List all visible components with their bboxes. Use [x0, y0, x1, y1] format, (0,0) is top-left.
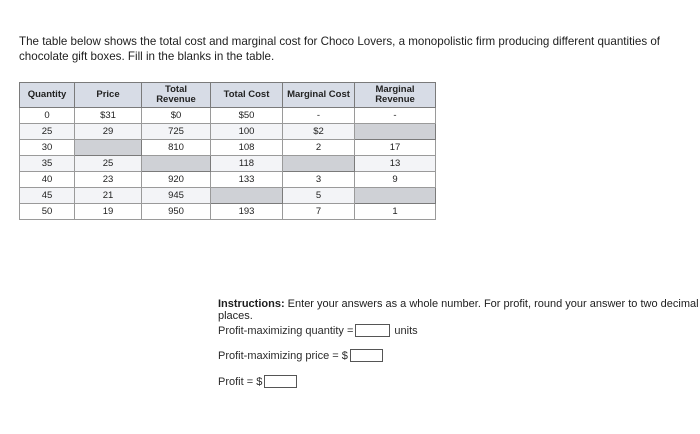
cell-marginal-cost: 5	[283, 188, 355, 204]
profit-answer-row	[218, 375, 297, 388]
quantity-unit-label: units	[394, 324, 418, 337]
cell-total-revenue: $0	[142, 108, 211, 124]
cell-marginal-cost: 2	[283, 140, 355, 156]
cell-price: 29	[75, 124, 142, 140]
quantity-answer-label: Profit-maximizing quantity =	[218, 324, 354, 337]
cell-marginal-cost: -	[283, 108, 355, 124]
cell-price: 23	[75, 172, 142, 188]
blank-input-cell[interactable]	[142, 156, 211, 172]
table-row	[20, 140, 436, 156]
cell-quantity: 40	[20, 172, 75, 188]
quantity-answer-row	[218, 324, 418, 337]
cell-quantity: 35	[20, 156, 75, 172]
cell-quantity: 25	[20, 124, 75, 140]
table-row	[20, 108, 436, 124]
cell-quantity: 0	[20, 108, 75, 124]
cell-marginal-revenue: 13	[355, 156, 436, 172]
table-header-row	[20, 83, 436, 108]
cell-price: $31	[75, 108, 142, 124]
cell-total-cost: 133	[211, 172, 283, 188]
header-marginal-revenue: Marginal Revenue	[355, 83, 436, 108]
profit-answer-input[interactable]	[264, 375, 297, 388]
instructions-label: Instructions:	[218, 298, 285, 310]
cell-quantity: 30	[20, 140, 75, 156]
cell-quantity: 50	[20, 204, 75, 220]
price-answer-label: Profit-maximizing price = $	[218, 349, 348, 362]
cell-total-revenue: 945	[142, 188, 211, 204]
profit-answer-label: Profit = $	[218, 375, 263, 388]
cell-marginal-cost: 7	[283, 204, 355, 220]
instructions-body: Enter your answers as a whole number. For profit, round your answer to two decimal places.	[218, 298, 699, 322]
blank-input-cell[interactable]	[211, 188, 283, 204]
header-price: Price	[75, 83, 142, 108]
table-row	[20, 188, 436, 204]
cell-total-cost: 100	[211, 124, 283, 140]
cell-price: 21	[75, 188, 142, 204]
cell-total-revenue: 950	[142, 204, 211, 220]
table-row	[20, 124, 436, 140]
cell-quantity: 45	[20, 188, 75, 204]
price-answer-input[interactable]	[350, 349, 383, 362]
instructions-text	[218, 298, 700, 322]
cell-total-revenue: 725	[142, 124, 211, 140]
cell-total-cost: 118	[211, 156, 283, 172]
header-total-revenue: Total Revenue	[142, 83, 211, 108]
header-total-cost: Total Cost	[211, 83, 283, 108]
cell-marginal-revenue: 17	[355, 140, 436, 156]
cell-price: 25	[75, 156, 142, 172]
blank-input-cell[interactable]	[283, 156, 355, 172]
cell-marginal-revenue: -	[355, 108, 436, 124]
blank-input-cell[interactable]	[355, 188, 436, 204]
table-row	[20, 156, 436, 172]
cell-marginal-cost: $2	[283, 124, 355, 140]
cell-total-revenue: 810	[142, 140, 211, 156]
table-row	[20, 204, 436, 220]
cell-marginal-revenue: 9	[355, 172, 436, 188]
cell-total-cost: $50	[211, 108, 283, 124]
blank-input-cell[interactable]	[355, 124, 436, 140]
cell-price: 19	[75, 204, 142, 220]
cell-marginal-cost: 3	[283, 172, 355, 188]
cell-marginal-revenue: 1	[355, 204, 436, 220]
cell-total-cost: 193	[211, 204, 283, 220]
cell-total-revenue: 920	[142, 172, 211, 188]
cell-total-cost: 108	[211, 140, 283, 156]
price-answer-row	[218, 349, 383, 362]
problem-intro: The table below shows the total cost and marginal cost for Choco Lovers, a monopolistic firm producing different quantities of chocolate gift boxes. Fill in the blanks in the table.	[19, 35, 661, 63]
table-row	[20, 172, 436, 188]
blank-input-cell[interactable]	[75, 140, 142, 156]
header-quantity: Quantity	[20, 83, 75, 108]
cost-table	[19, 82, 436, 220]
quantity-answer-input[interactable]	[355, 324, 390, 337]
header-marginal-cost: Marginal Cost	[283, 83, 355, 108]
